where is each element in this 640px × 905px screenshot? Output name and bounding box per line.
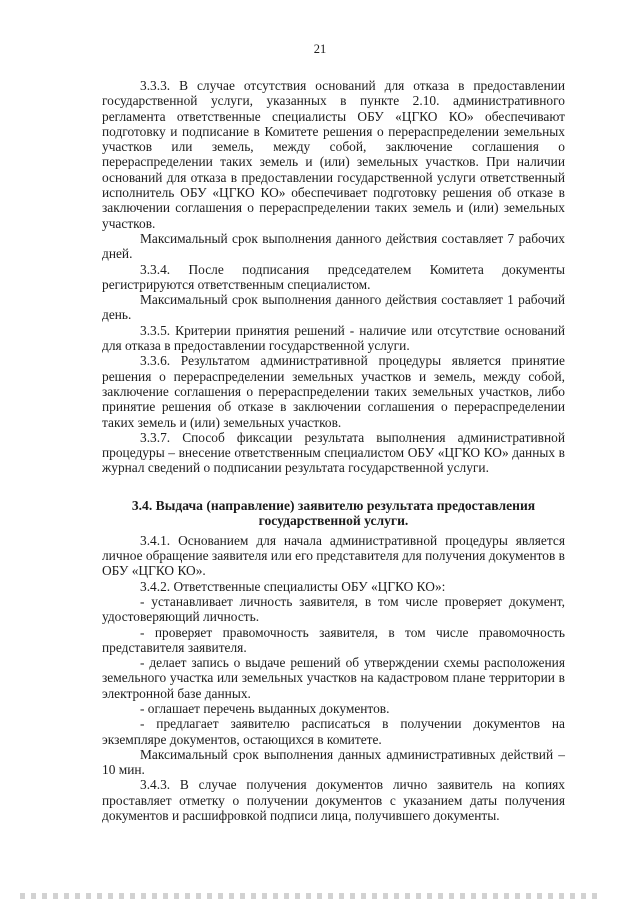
scan-edge-artifact xyxy=(20,893,600,899)
section-heading-3-4: 3.4. Выдача (направление) заявителю результата предоставления государственной услуги. xyxy=(131,497,536,529)
list-item-identity: - устанавливает личность заявителя, в том числе проверяет документ, удостоверяющий личность. xyxy=(102,593,565,625)
paragraph-3-3-3: 3.3.3. В случае отсутствия оснований для отказа в предоставлении государственной услуги, указанных в пункте 2.10. административного регламента ответственные специалисты ОБУ «ЦГКО КО» обеспечивают подготовку и подписание в Комитете решения о перераспределении земельных участков или земель, между собой, заключение соглашения о перераспределении таких земель и (или) земельных участков. При наличии оснований для отказа в предоставлении государственной услуги ответственный исполнитель ОБУ «ЦГКО КО» обеспечивает подготовку решения об отказе в заключении соглашения о перераспределении таких земель и (или) земельных участков. xyxy=(102,78,565,231)
paragraph-3-4-2: 3.4.2. Ответственные специалисты ОБУ «ЦГКО КО»: xyxy=(140,578,446,594)
paragraph-3-4-1: 3.4.1. Основанием для начала административной процедуры является личное обращение заявителя или его представителя для получения документов в ОБУ «ЦГКО КО». xyxy=(102,532,565,579)
page-number: 21 xyxy=(313,42,327,56)
paragraph-3-4-3: 3.4.3. В случае получения документов лично заявитель на копиях проставляет отметку о получении документов с указанием даты получения документов и расшифровкой подписи лица, получившего документы. xyxy=(102,777,565,824)
paragraph-max-term-7-days: Максимальный срок выполнения данного действия составляет 7 рабочих дней. xyxy=(102,230,565,262)
list-item-record: - делает запись о выдаче решений об утверждении схемы расположения земельного участка или земельных участков на кадастровом плане территории в электронной базе данных. xyxy=(102,655,565,701)
document-body xyxy=(102,78,565,823)
paragraph-3-3-4: 3.3.4. После подписания председателем Комитета документы регистрируются ответственным специалистом. xyxy=(102,261,565,292)
paragraph-3-3-7: 3.3.7. Способ фиксации результата выполнения административной процедуры – внесение ответственным специалистом ОБУ «ЦГКО КО» данных в журнал сведений о подписании результата государственной услуги. xyxy=(102,429,565,476)
paragraph-max-term-10-min: Максимальный срок выполнения данных административных действий – 10 мин. xyxy=(102,746,565,778)
list-item-signature: - предлагает заявителю расписаться в получении документов на экземпляре документов, остающихся в комитете. xyxy=(102,716,565,747)
paragraph-3-3-5: 3.3.5. Критерии принятия решений - наличие или отсутствие оснований для отказа в предоставлении государственной услуги. xyxy=(102,322,565,354)
paragraph-max-term-1-day: Максимальный срок выполнения данного действия составляет 1 рабочий день. xyxy=(102,292,565,323)
list-item-announce: - оглашает перечень выданных документов. xyxy=(140,700,390,716)
paragraph-3-3-6: 3.3.6. Результатом административной процедуры является принятие решения о перераспределении земельных участков и земель, между собой, заключение соглашения о перераспределении таких земельных участков, либо принятие решения об отказе в заключении соглашения о перераспределении таких земель и (или) земельных участков. xyxy=(102,353,565,430)
list-item-authority: - проверяет правомочность заявителя, в том числе правомочность представителя заявителя. xyxy=(102,624,565,655)
